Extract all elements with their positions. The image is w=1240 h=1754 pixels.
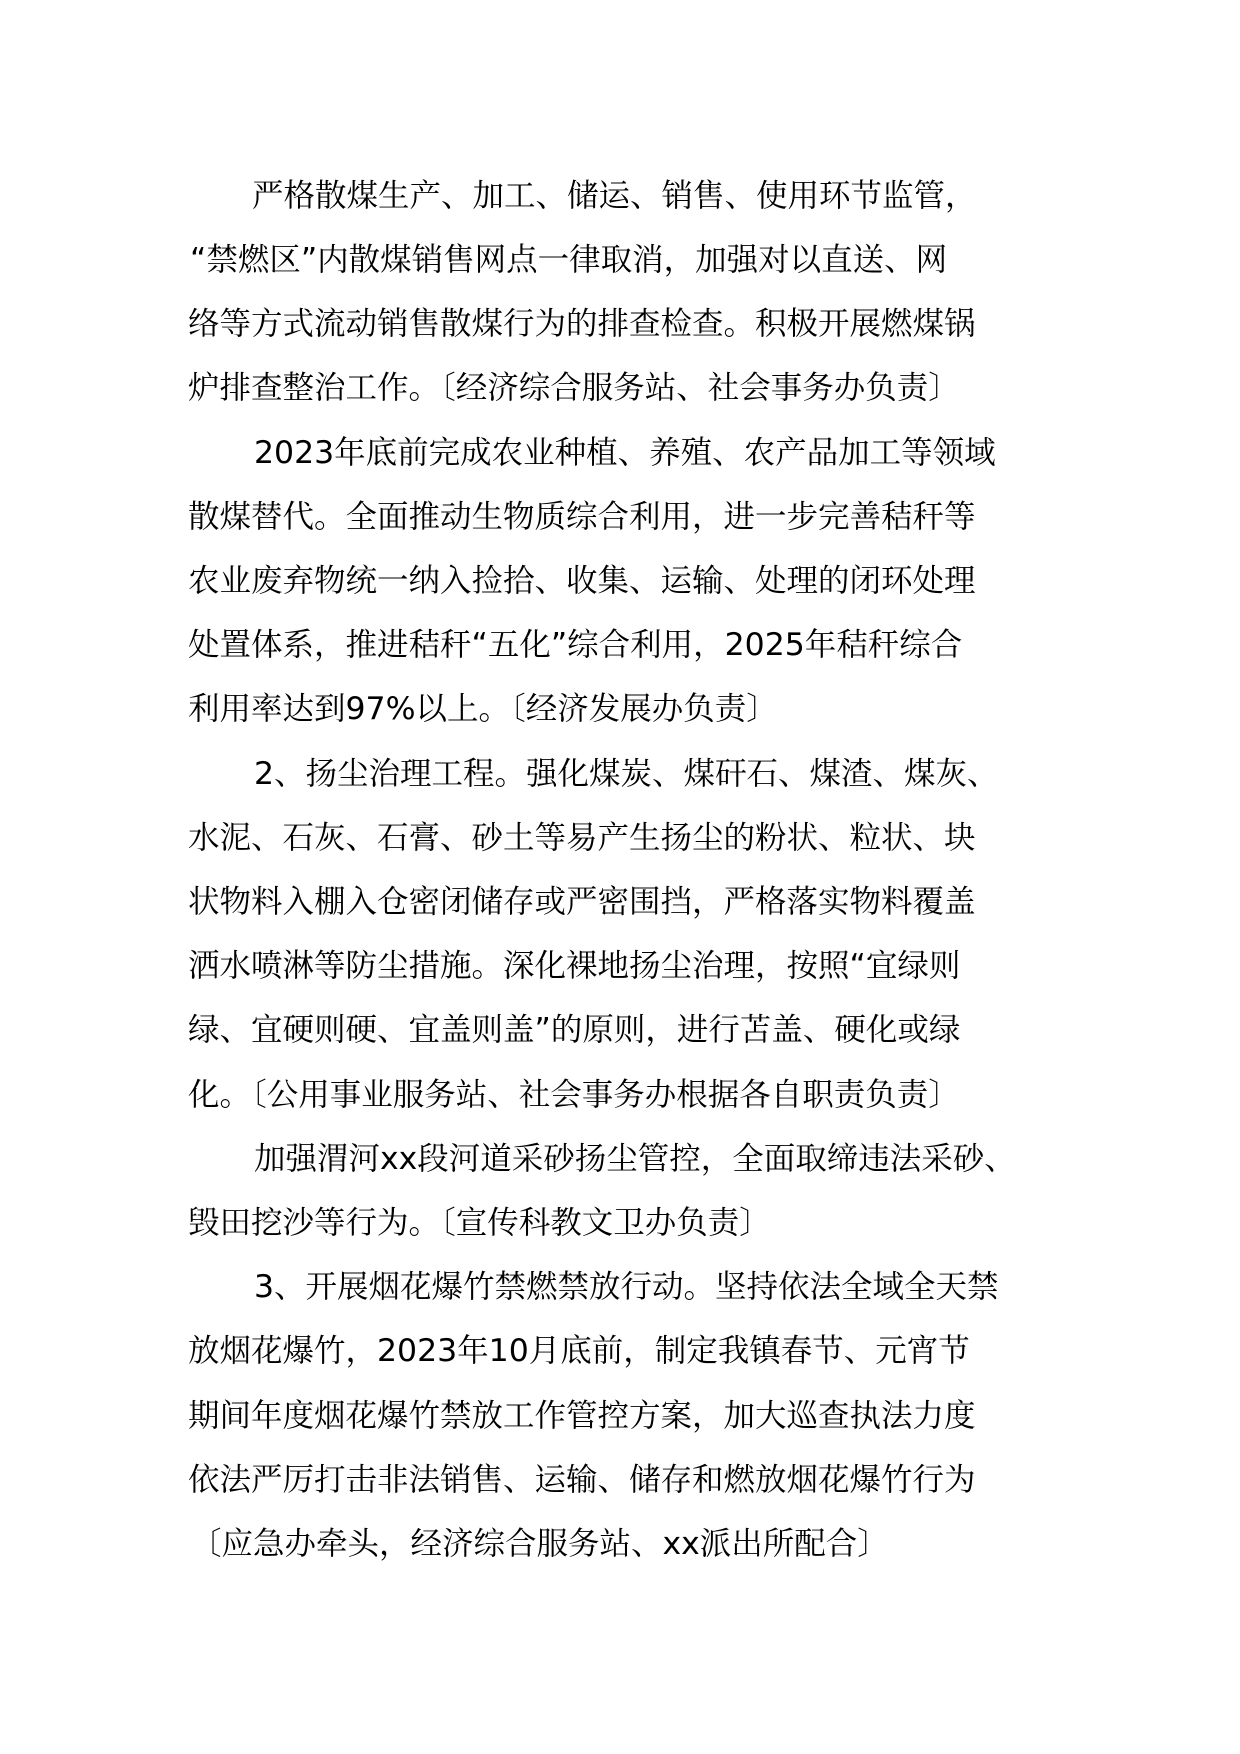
text-line-21: 依法严厉打击非法销售、运输、储存和燃放烟花爆竹行为 bbox=[188, 1462, 976, 1498]
text-line-5: 2023年底前完成农业种植、养殖、农产品加工等领域 bbox=[254, 435, 996, 471]
text-line-19: 放烟花爆竹，2023年10月底前，制定我镇春节、元宵节 bbox=[188, 1333, 970, 1369]
text-line-7: 农业废弃物统一纳入捡拾、收集、运输、处理的闭环处理 bbox=[188, 563, 976, 599]
text-line-16: 加强渭河xx段河道采砂扬尘管控，全面取缔违法采砂、 bbox=[254, 1141, 1016, 1177]
text-line-12: 状物料入棚入仓密闭储存或严密围挡，严格落实物料覆盖 bbox=[188, 884, 976, 920]
text-line-13: 洒水喷淋等防尘措施。深化裸地扬尘治理，按照“宜绿则 bbox=[188, 948, 961, 984]
text-line-4: 炉排查整治工作。〔经济综合服务站、社会事务办负责〕 bbox=[188, 370, 960, 406]
text-line-17: 毁田挖沙等行为。〔宣传科教文卫办负责〕 bbox=[188, 1205, 771, 1241]
text-line-2: “禁燃区”内散煤销售网点一律取消，加强对以直送、网 bbox=[190, 242, 948, 278]
text-line-8: 处置体系，推进秸秆“五化”综合利用，2025年秸秆综合 bbox=[188, 627, 963, 663]
text-line-1: 严格散煤生产、加工、储运、销售、使用环节监管， bbox=[252, 178, 977, 214]
text-line-22: 〔应急办牵头，经济综合服务站、xx派出所配合〕 bbox=[190, 1526, 889, 1562]
text-line-14: 绿、宜硬则硬、宜盖则盖”的原则，进行苫盖、硬化或绿 bbox=[188, 1012, 961, 1048]
text-line-15: 化。〔公用事业服务站、社会事务办根据各自职责负责〕 bbox=[188, 1077, 960, 1113]
text-line-6: 散煤替代。全面推动生物质综合利用，进一步完善秸秆等 bbox=[188, 499, 976, 535]
text-line-11: 水泥、石灰、石膏、砂土等易产生扬尘的粉状、粒状、块 bbox=[188, 820, 976, 856]
text-line-10: 2、扬尘治理工程。强化煤炭、煤矸石、煤渣、煤灰、 bbox=[254, 756, 999, 792]
text-line-20: 期间年度烟花爆竹禁放工作管控方案，加大巡查执法力度 bbox=[188, 1398, 976, 1434]
text-line-18: 3、开展烟花爆竹禁燃禁放行动。坚持依法全域全天禁 bbox=[254, 1269, 999, 1305]
text-line-9: 利用率达到97%以上。〔经济发展办负责〕 bbox=[188, 691, 778, 727]
text-line-3: 络等方式流动销售散煤行为的排查检查。积极开展燃煤锅 bbox=[188, 306, 976, 342]
